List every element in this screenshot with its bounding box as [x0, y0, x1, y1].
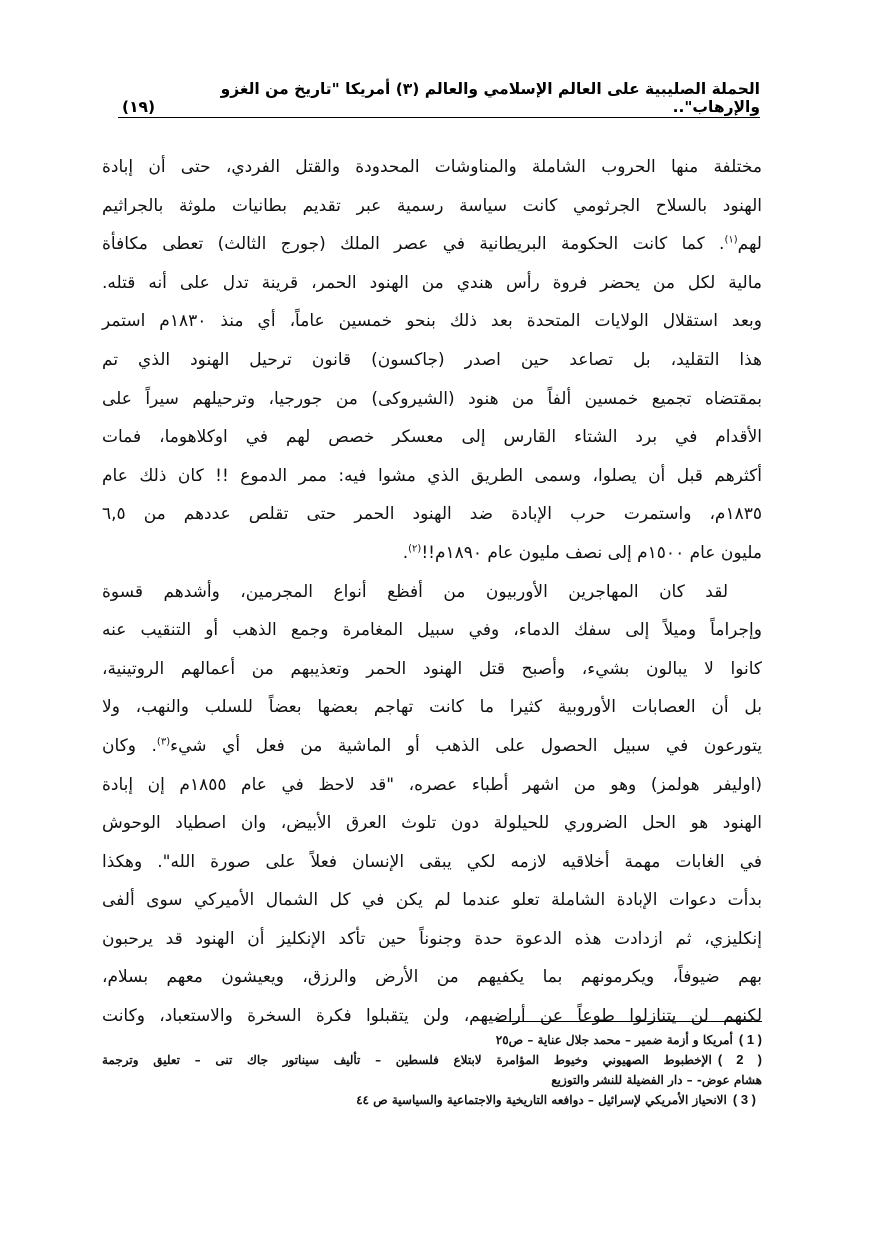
body-line: لكنهم لن يتنازلوا طوعاً عن أراضيهم، ولن يتقبلوا فكرة السخرة والاستعباد، وكانت — [102, 1006, 762, 1027]
footnote-text: الانحياز الأمريكي لإسرائيل – دوافعه التاريخية والاجتماعية والسياسية ص ٤٤ — [356, 1093, 727, 1107]
footnote-1 — [102, 1030, 762, 1050]
body-line: لهم$^{(١)}$. كما كانت الحكومة البريطانية في عصر الملك (جورج الثالث) تعطى مكافأة — [102, 234, 762, 255]
body-line: بدأت دعوات الإبادة الشاملة تعلو عندما لم يكن في كل الشمال الأميركي سوى ألفى — [102, 890, 762, 911]
header-title: الحملة الصليبية على العالم الإسلامي والعالم (٣) أمريكا "تاريخ من الغزو والإرهاب".. — [220, 80, 760, 116]
body-line: مليون عام ١٥٠٠م إلى نصف مليون عام ١٨٩٠م!!$^{(٢)}$. — [402, 542, 762, 563]
body-line: (اوليفر هولمز) وهو من اشهر أطباء عصره، "قد لاحظ في عام ١٨٥٥م إن إبادة — [102, 774, 762, 795]
running-header — [118, 80, 760, 116]
body-line: الهنود هو الحل الضروري للحيلولة دون تلوث العرق الأبيض، وان اصطياد الوحوش — [102, 813, 762, 834]
body-line: إنكليزي، ثم ازدادت هذه الدعوة حدة وجنوناً حين تأكد الإنكليز أن الهنود قد يرحبون — [102, 928, 762, 949]
footnote-mark: ( 3 ) — [732, 1092, 756, 1107]
body-line: وإجراماً وميلاً إلى سفك الدماء، وفي سبيل المغامرة وجمع الذهب أو التنقيب عنه — [102, 620, 762, 641]
body-line: هذا التقليد، بل تصاعد حين اصدر (جاكسون) قانون ترحيل الهنود الذي تم — [102, 349, 762, 370]
footnote-mark: ( 1 ) — [738, 1032, 762, 1047]
body-line: الأقدام في برد الشتاء القارس إلى معسكر خصص لهم في اوكلاهوما، فمات — [102, 427, 762, 448]
body-line: الهنود بالسلاح الجرثومي كانت سياسة رسمية عبر تقديم بطانيات ملوثة بالجراثيم — [102, 195, 762, 216]
footnote-text: الإخطبوط الصهيوني وخيوط المؤامرة لابتلاع فلسطين – تأليف سيناتور جاك تنى – تعليق وترجمة — [102, 1053, 712, 1067]
footnote-2 — [102, 1050, 762, 1070]
footnote-ref-3[interactable]: (٣) — [156, 736, 171, 748]
body-line: وبعد استقلال الولايات المتحدة بعد ذلك بنحو خمسين عاماً، أي منذ ١٨٣٠م استمر — [102, 311, 763, 332]
page-number: (١٩) — [122, 98, 156, 116]
body-line: مالية لكل من يحضر فروة رأس هندي من الهنود الحمر، قرينة تدل على أنه قتله. — [102, 272, 762, 293]
footnote-divider — [496, 1021, 762, 1022]
footnote-2-continuation: هشام عوض- – دار الفضيلة للنشر والتوزيع — [551, 1073, 762, 1087]
footnote-mark: ( 2 ) — [717, 1052, 762, 1067]
paragraph-start-line: لقد كان المهاجرين الأوربيون من أفظع أنواع المجرمين، وأشدهم قسوة — [102, 581, 728, 602]
body-line: ١٨٣٥م، واستمرت حرب الإبادة ضد الهنود الحمر حتى تقلص عددهم من ٦,٥ — [102, 504, 762, 525]
footnotes — [102, 1030, 762, 1110]
body-line: كانوا لا يبالون بشيء، وأصبح قتل الهنود الحمر وتعذيبهم من أعمالهم الروتينية، — [102, 658, 762, 679]
body-line: بل أن العصابات الأوروبية كثيرا ما كانت تهاجم بعضها بعضاً للسلب والنهب، ولا — [102, 697, 762, 718]
footnote-text: أمريكا و أزمة ضمير – محمد جلال عناية – ص٢٥ — [495, 1033, 733, 1047]
body-line: يتورعون في سبيل الحصول على الذهب أو الماشية من فعل أي شيء$^{(٣)}$. وكان — [102, 735, 762, 756]
footnote-3 — [102, 1090, 762, 1110]
body-line: أكثرهم قبل أن يصلوا، وسمى الطريق الذي مشوا فيه: ممر الدموع !! كان ذلك عام — [102, 465, 762, 486]
body-line: بمقتضاه تجميع خمسين ألفاً من هنود (الشيروكى) من جورجيا، وترحيلهم سيراً على — [102, 388, 762, 409]
body-line: في الغابات مهمة أخلاقيه لازمه لكي يبقى الإنسان فعلاً على صورة الله". وهكذا — [102, 851, 762, 872]
body-line: بهم ضيوفاً، ويكرمونهم بما يكفيهم من الأرض والرزق، ويعيشون معهم بسلام، — [102, 967, 762, 988]
body-line: مختلفة منها الحروب الشاملة والمناوشات المحدودة والقتل الفردي، حتى أن إبادة — [102, 157, 762, 177]
header-divider — [118, 117, 760, 118]
footnote-ref-1[interactable]: (١) — [724, 234, 738, 246]
body-text — [102, 148, 762, 1036]
footnote-ref-2[interactable]: (٢) — [408, 543, 422, 555]
